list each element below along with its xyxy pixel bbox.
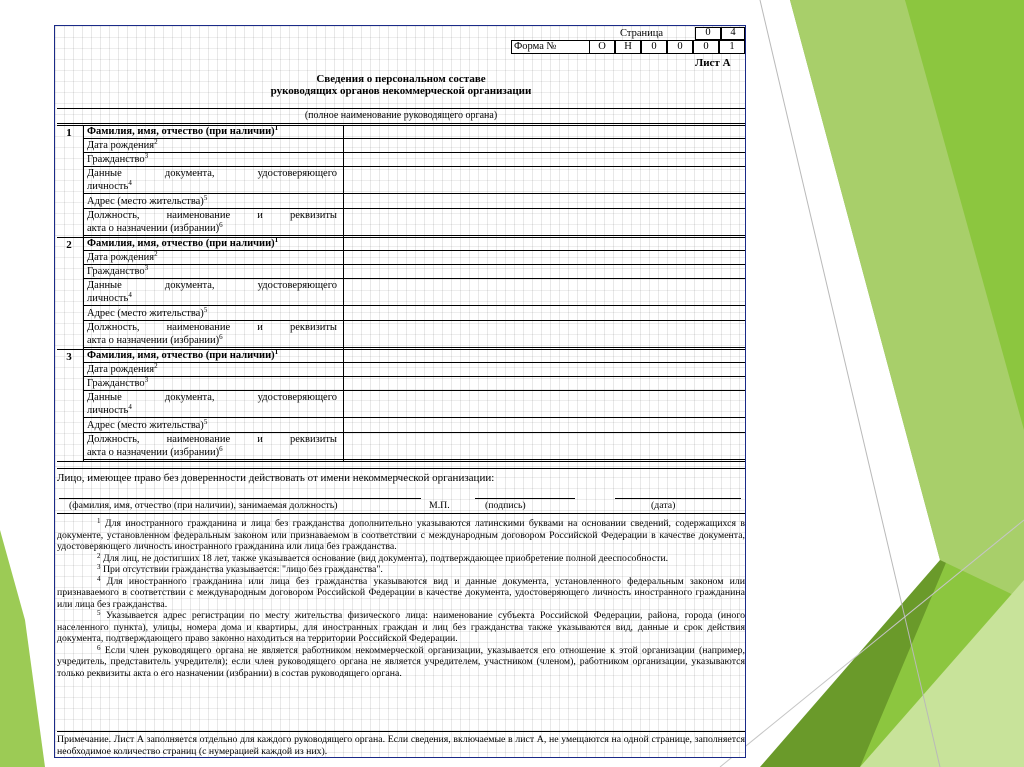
person-field-birth [87, 362, 337, 376]
form-title-line2: руководящих органов некоммерческой организации [270, 85, 532, 97]
form-sheet-a [54, 25, 746, 758]
field-label: личность [87, 405, 129, 416]
person-field-doc1 [87, 169, 337, 180]
footnote-ref: 6 [219, 445, 223, 453]
person-value-field[interactable] [347, 378, 743, 390]
person-field-post1 [87, 435, 337, 446]
person-row-rule [83, 362, 745, 363]
signer-top-rule [57, 468, 745, 469]
person-value-field[interactable] [347, 350, 743, 362]
field-label: личность [87, 181, 129, 192]
field-label: Гражданство [87, 154, 145, 165]
person-value-field[interactable] [347, 364, 743, 376]
person-field-birth [87, 250, 337, 264]
person-value-field[interactable] [347, 322, 743, 349]
person-row-rule [83, 138, 745, 139]
field-label: Должность, наименование и реквизиты [87, 322, 337, 333]
signer-fio-caption: (фамилия, имя, отчество (при наличии), занимаемая должность) [69, 500, 338, 511]
footnote-ref: 5 [203, 306, 208, 314]
signature-caption: (подпись) [485, 500, 526, 511]
field-label: Гражданство [87, 266, 145, 277]
footnote-ref: 4 [128, 179, 132, 187]
person-value-field[interactable] [347, 210, 743, 237]
person-value-field[interactable] [347, 307, 743, 320]
form-digit: 0 [667, 40, 693, 54]
person-row-rule [83, 305, 745, 306]
person-value-divider [343, 237, 344, 349]
field-label: Данные документа, удостоверяющего [87, 280, 337, 291]
footnote-ref: 3 [144, 152, 149, 160]
footnotes [57, 518, 745, 679]
field-label: Фамилия, имя, отчество (при наличии) [87, 126, 275, 137]
signer-date-line [615, 498, 741, 499]
person-row-rule [83, 208, 745, 209]
footnote-ref: 6 [219, 221, 223, 229]
person-value-divider [343, 125, 344, 237]
footnote-ref: 5 [203, 418, 208, 426]
date-caption: (дата) [651, 500, 676, 511]
signer-line: Лицо, имеющее право без доверенности действовать от имени некоммерческой организации: [57, 472, 495, 484]
footnote-item [57, 645, 745, 680]
form-digit: 1 [719, 40, 745, 54]
person-num-divider [83, 349, 84, 461]
person-field-post2 [87, 221, 337, 235]
person-field-citizenship [87, 152, 337, 166]
footnote-ref: 5 [203, 194, 208, 202]
person-number: 3 [66, 351, 72, 363]
remark-rule [57, 731, 745, 732]
footnote-number: 2 [97, 551, 101, 560]
signer-fio-line [59, 498, 421, 499]
person-value-field[interactable] [347, 140, 743, 152]
footnote-number: 4 [97, 574, 101, 583]
page-label: Страница [620, 28, 664, 39]
footnote-item [57, 564, 745, 576]
footnote-text: При отсутствии гражданства указывается: "лицо без гражданства". [102, 564, 383, 575]
person-number: 1 [66, 127, 72, 139]
form-digit: О [589, 40, 615, 54]
field-label: Фамилия, имя, отчество (при наличии) [87, 350, 275, 361]
form-digit: 0 [641, 40, 667, 54]
field-label: акта о назначении (избрании) [87, 223, 220, 234]
footnote-ref: 2 [154, 250, 158, 258]
person-field-post1 [87, 323, 337, 334]
footnote-ref: 1 [274, 124, 279, 132]
person-field-doc1 [87, 281, 337, 292]
person-field-address [87, 418, 337, 432]
person-row-rule [83, 390, 745, 391]
remark-text: Примечание. Лист А заполняется отдельно для каждого руководящего органа. Если сведения, включаемые в лист А, не умещаются на одной странице, заполняется необходимое количество страниц (с нумерацией каждой из них). [57, 734, 745, 757]
field-label: Адрес (место жительства) [87, 196, 204, 207]
field-label: Фамилия, имя, отчество (при наличии) [87, 238, 275, 249]
person-row-rule [83, 320, 745, 321]
form-title-line1: Сведения о персональном составе [316, 73, 486, 85]
field-label: личность [87, 293, 129, 304]
footnote-text: Для иностранного гражданина или лица без гражданства указываются вид и данные документа, установленного федеральным законом или признаваемого в соответствии с международным договором Российской Федерации в качестве документа, удостоверяющего личность иностранного гражданина или лица без гражданства. [57, 575, 745, 610]
field-label: акта о назначении (избрании) [87, 335, 220, 346]
page-digit: 0 [695, 27, 721, 40]
footnote-number: 3 [97, 563, 101, 571]
footnote-ref: 2 [154, 362, 158, 370]
person-field-post1 [87, 211, 337, 222]
form-label: Форма № [514, 41, 557, 52]
person-field-citizenship [87, 264, 337, 278]
footnote-item [57, 610, 745, 645]
field-label: Гражданство [87, 378, 145, 389]
person-value-field[interactable] [347, 419, 743, 432]
person-row-rule [83, 152, 745, 153]
person-row-rule [83, 166, 745, 167]
form-digit: Н [615, 40, 641, 54]
footnote-ref: 3 [144, 264, 149, 272]
persons-bottom-rule [57, 461, 745, 462]
person-field-doc2 [87, 179, 337, 193]
person-field-birth [87, 138, 337, 152]
person-value-field[interactable] [347, 195, 743, 208]
field-label: Дата рождения [87, 364, 155, 375]
footnote-ref: 1 [274, 348, 279, 356]
field-label: Должность, наименование и реквизиты [87, 210, 337, 221]
sheet-label: Лист А [695, 57, 731, 69]
person-num-divider [83, 237, 84, 349]
footnote-text: Если член руководящего органа не является работником некоммерческой организации, указывается его отношение к этой организации (например, учредитель, представитель учредителя); если член руководящего органа не является учредителем, участником (членом), работником организации, указываются только реквизиты акта о его назначении (избрании) в состав руководящего органа. [57, 644, 745, 679]
person-value-field[interactable] [347, 280, 743, 305]
footnote-ref: 3 [144, 376, 149, 384]
person-row-rule [83, 417, 745, 418]
person-field-fio [87, 348, 337, 362]
person-field-fio [87, 236, 337, 250]
footnote-text: Для иностранного гражданина и лица без гражданства дополнительно указываются латинскими буквами на основании сведений, содержащихся в документе, установленном федеральным законом или признаваемом в соответствии с международным договором Российской Федерации в качестве документа, удостоверяющего личность иностранного гражданина или лица без гражданства. [57, 518, 745, 552]
footnote-number: 5 [97, 609, 101, 617]
person-field-doc1 [87, 393, 337, 404]
field-label: Должность, наименование и реквизиты [87, 434, 337, 445]
footnote-item [57, 553, 745, 565]
person-row-rule [83, 250, 745, 251]
field-label: акта о назначении (избрании) [87, 447, 220, 458]
footnote-ref: 4 [128, 291, 132, 299]
footnote-number: 1 [97, 517, 101, 525]
footnote-text: Указывается адрес регистрации по месту жительства физического лица: наименование субъекта Российской Федерации, района, города (иного населенного пункта), улицы, номера дома и квартиры, для иностранных граждан и лиц без гражданства также указываются вид, данные и срок действия документа, подтверждающего право законно находиться на территории Российской Федерации. [57, 610, 745, 644]
green-facet-left [0, 530, 45, 767]
person-value-field[interactable] [347, 266, 743, 278]
page-digit: 4 [721, 27, 745, 40]
person-row-rule [83, 193, 745, 194]
form-digit: 0 [693, 40, 719, 54]
organ-caption-rule [57, 123, 745, 124]
person-field-post2 [87, 333, 337, 347]
person-value-field[interactable] [347, 434, 743, 461]
field-label: Дата рождения [87, 252, 155, 263]
signer-bottom-rule [57, 513, 745, 514]
field-label: Данные документа, удостоверяющего [87, 168, 337, 179]
person-row-rule [83, 264, 745, 265]
footnote-ref: 2 [154, 138, 158, 146]
footnote-ref: 1 [274, 236, 279, 244]
organ-caption: (полное наименование руководящего органа) [304, 110, 498, 121]
footnote-ref: 4 [128, 403, 132, 411]
person-row-rule [83, 278, 745, 279]
signer-signature-line [475, 498, 575, 499]
mp-caption: М.П. [429, 500, 450, 511]
footnote-text: Для лиц, не достигших 18 лет, также указывается основание (вид документа), подтверждающее приобретение полной дееспособности. [102, 552, 669, 564]
person-value-field[interactable] [347, 168, 743, 193]
footnote-number: 6 [97, 643, 101, 652]
person-row-rule [83, 376, 745, 377]
field-label: Дата рождения [87, 140, 155, 151]
person-field-doc2 [87, 291, 337, 305]
person-field-address [87, 306, 337, 320]
person-field-citizenship [87, 376, 337, 390]
person-value-field[interactable] [347, 238, 743, 250]
footnote-item [57, 518, 745, 553]
person-value-field[interactable] [347, 154, 743, 166]
footnote-ref: 6 [219, 333, 223, 341]
field-label: Данные документа, удостоверяющего [87, 392, 337, 403]
person-field-address [87, 194, 337, 208]
footnote-item [57, 576, 745, 611]
person-value-field[interactable] [347, 252, 743, 264]
field-label: Адрес (место жительства) [87, 308, 204, 319]
person-value-field[interactable] [347, 392, 743, 417]
person-row-rule [83, 432, 745, 433]
person-value-divider [343, 349, 344, 461]
field-label: Адрес (место жительства) [87, 420, 204, 431]
remark-block [57, 734, 745, 757]
person-num-divider [83, 125, 84, 237]
person-field-post2 [87, 445, 337, 459]
person-number: 2 [66, 239, 72, 251]
person-value-field[interactable] [347, 126, 743, 138]
organ-name-line [57, 108, 745, 109]
person-field-doc2 [87, 403, 337, 417]
person-field-fio [87, 124, 337, 138]
